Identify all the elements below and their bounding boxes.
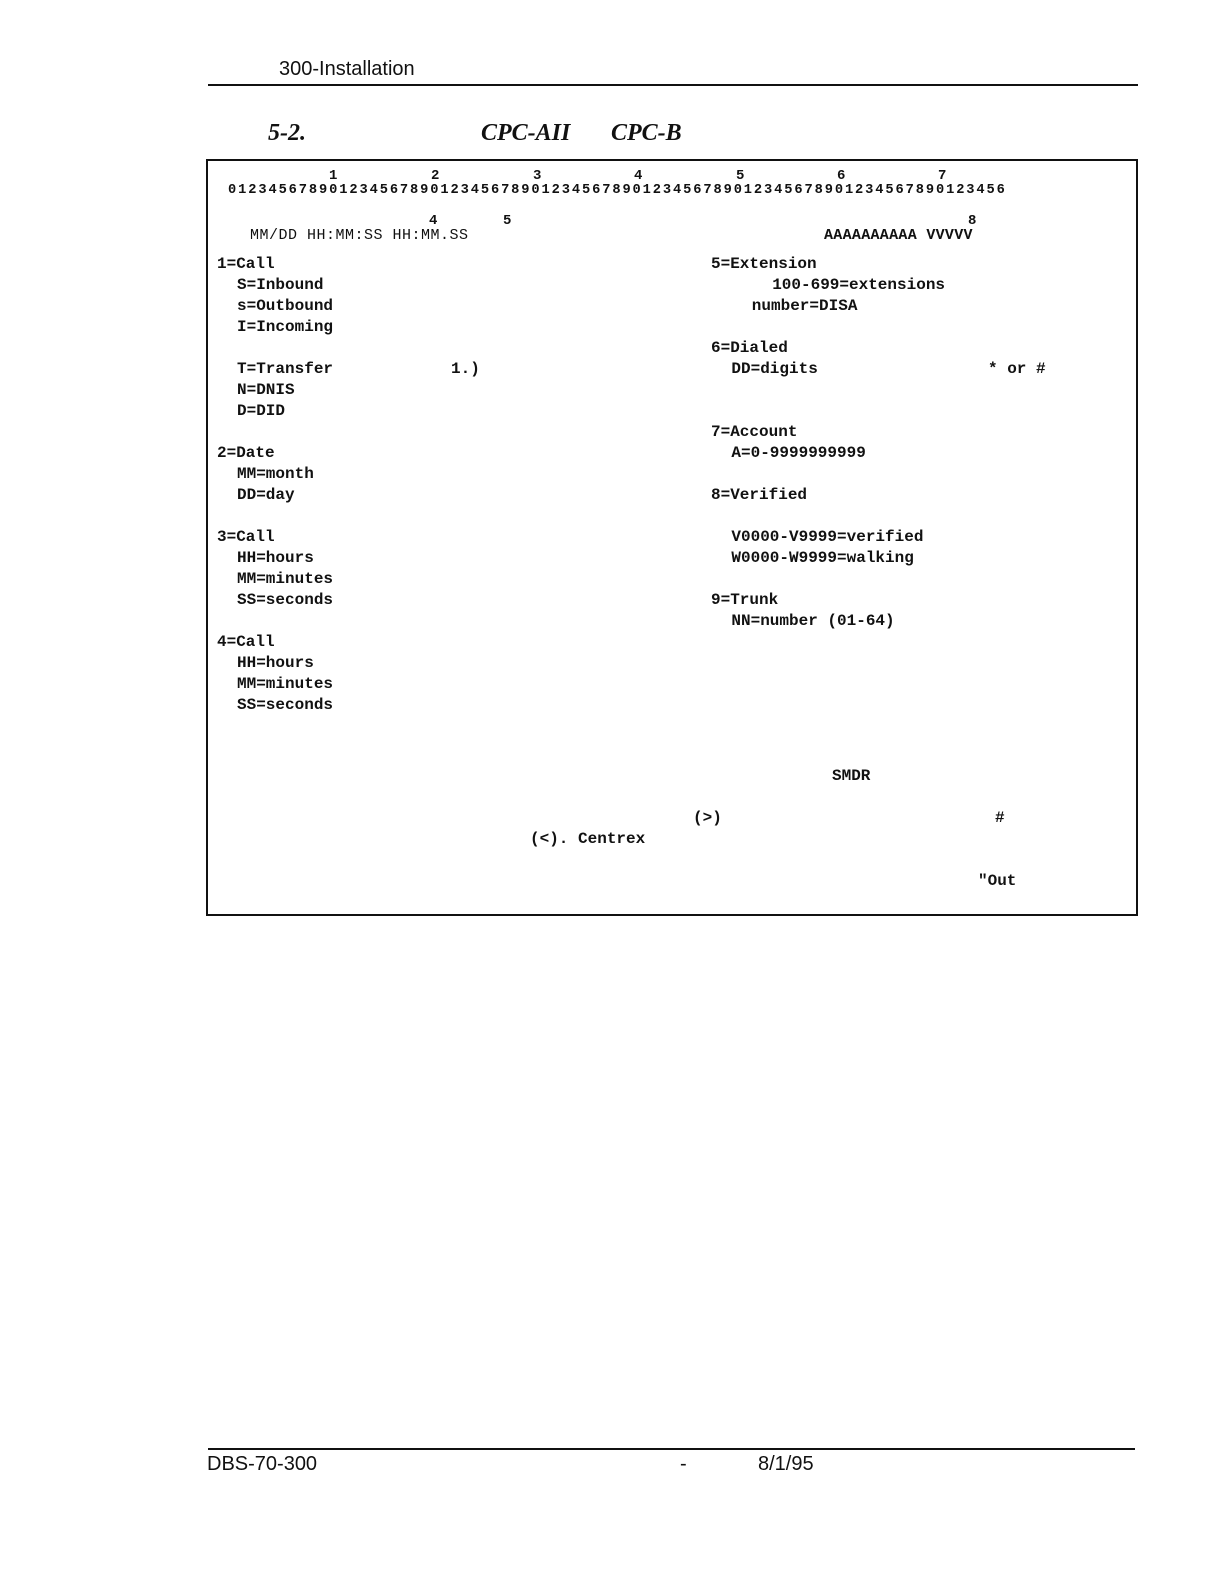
format-template-left: MM/DD HH:MM:SS HH:MM.SS xyxy=(250,227,469,244)
running-header: 300-Installation xyxy=(279,58,415,80)
field-value-line: V0000-V9999=verified xyxy=(731,528,924,546)
field-value-line: number=DISA xyxy=(751,297,858,315)
field-value-line: NN=number (01-64) xyxy=(731,612,895,630)
field-value-line: DD=digits xyxy=(731,360,818,378)
format-column-marker: 5 xyxy=(503,213,512,229)
field-heading: 8=Verified xyxy=(711,486,808,504)
ruler-tens-marker: 3 xyxy=(533,168,542,184)
ruler-tens-marker: 6 xyxy=(837,168,846,184)
field-value-line: MM=minutes xyxy=(237,570,334,588)
ruler-tens-marker: 5 xyxy=(736,168,745,184)
field-heading: 7=Account xyxy=(711,423,798,441)
format-template-right: AAAAAAAAAA VVVVV xyxy=(824,227,973,244)
hash-note: # xyxy=(995,809,1005,827)
field-value-line: s=Outbound xyxy=(237,297,334,315)
field-value-line: 100-699=extensions xyxy=(772,276,946,294)
field-value-line: DD=day xyxy=(237,486,295,504)
field-heading: 4=Call xyxy=(217,633,275,651)
figure-title-cpc-aii: CPC-AII xyxy=(481,120,571,146)
field-heading: 5=Extension xyxy=(711,255,817,273)
field-heading: 9=Trunk xyxy=(711,591,779,609)
greater-than-note: (>) xyxy=(693,809,722,827)
footer-rule xyxy=(208,1448,1135,1450)
format-column-marker: 4 xyxy=(429,213,438,229)
field-heading: 1=Call xyxy=(217,255,275,273)
format-column-marker: 8 xyxy=(968,213,977,229)
ruler-tens-marker: 7 xyxy=(938,168,947,184)
header-rule xyxy=(208,84,1138,86)
ruler-digits: 01234567890123456789012345678901234567890123456789012345678901234567890123456 xyxy=(228,183,1007,198)
document-number: DBS-70-300 xyxy=(207,1453,318,1475)
field-note: * or # xyxy=(988,360,1046,378)
field-value-line: T=Transfer xyxy=(237,360,334,378)
less-than-centrex-note: (<). Centrex xyxy=(530,830,646,848)
figure-number: 5-2. xyxy=(268,120,306,146)
revision-date: 8/1/95 xyxy=(758,1453,814,1475)
field-value-line: D=DID xyxy=(237,402,286,420)
ruler-tens-marker: 1 xyxy=(329,168,338,184)
field-value-line: SS=seconds xyxy=(237,696,334,714)
field-value-line: HH=hours xyxy=(237,549,314,567)
field-value-line: HH=hours xyxy=(237,654,314,672)
field-value-line: W0000-W9999=walking xyxy=(731,549,914,567)
field-heading: 3=Call xyxy=(217,528,275,546)
field-value-line: I=Incoming xyxy=(237,318,334,336)
field-heading: 2=Date xyxy=(217,444,275,462)
smdr-note: SMDR xyxy=(832,767,871,785)
field-value-line: SS=seconds xyxy=(237,591,334,609)
field-value-line: S=Inbound xyxy=(237,276,324,294)
field-value-line: MM=month xyxy=(237,465,314,483)
field-note: 1.) xyxy=(451,360,480,378)
figure-title-cpc-b: CPC-B xyxy=(611,120,682,146)
out-note: "Out xyxy=(978,872,1017,890)
footer-dash: - xyxy=(680,1453,687,1475)
field-value-line: N=DNIS xyxy=(237,381,295,399)
smdr-format-box xyxy=(206,159,1138,916)
field-value-line: A=0-9999999999 xyxy=(731,444,866,462)
field-heading: 6=Dialed xyxy=(711,339,788,357)
ruler-tens-marker: 4 xyxy=(634,168,643,184)
ruler-tens-marker: 2 xyxy=(431,168,440,184)
field-value-line: MM=minutes xyxy=(237,675,334,693)
